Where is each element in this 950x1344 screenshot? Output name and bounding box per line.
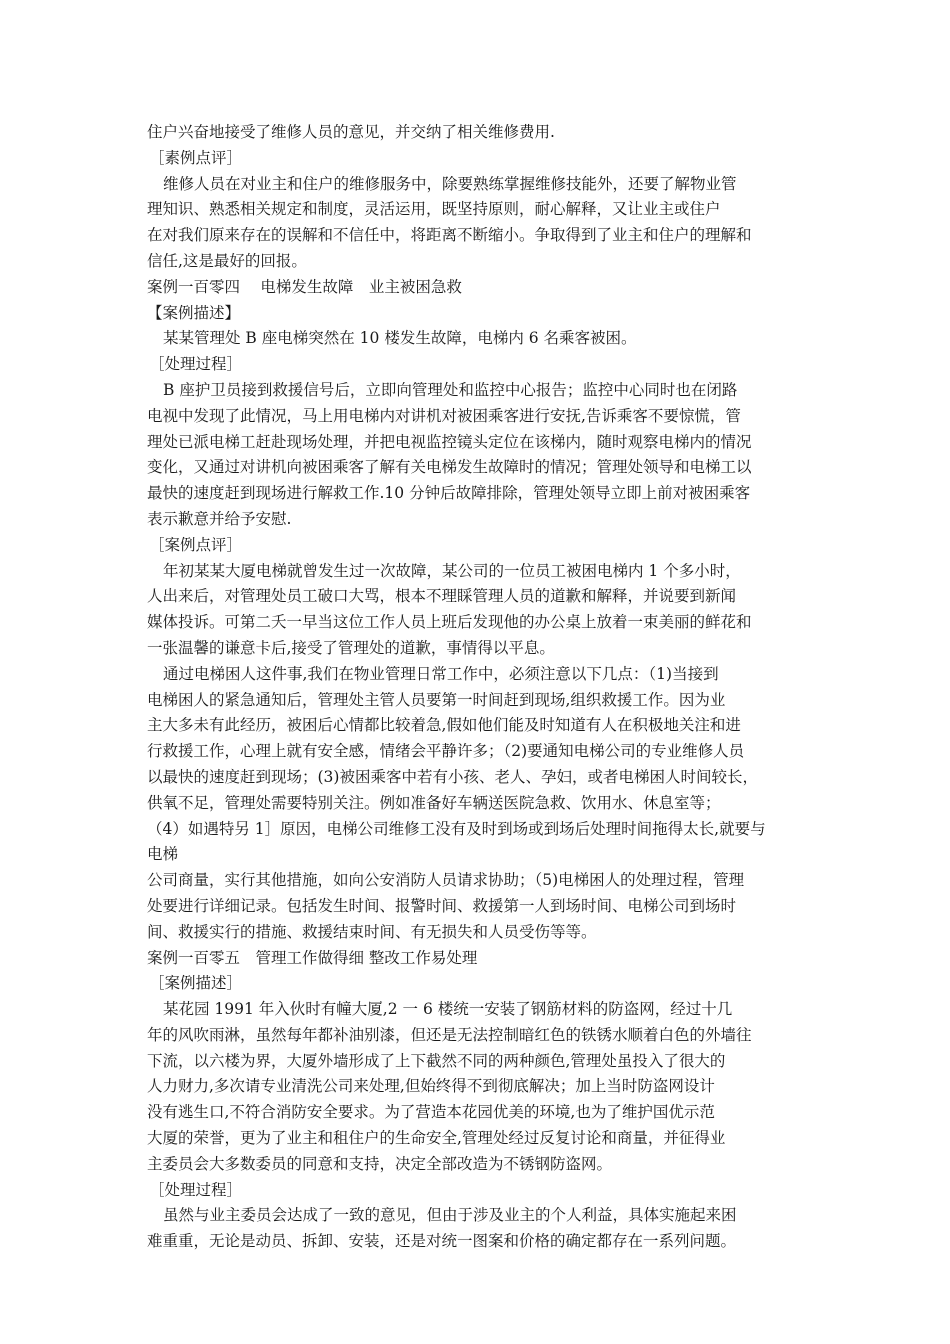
paragraph-line: 一张温馨的谦意卡后,接受了管理处的道歉，事情得以平息。 (147, 638, 555, 657)
document-page (147, 120, 815, 1255)
paragraph-line: 最快的速度赶到现场进行解救工作.10 分钟后故障排除，管理处领导立即上前对被困乘客 (147, 484, 751, 503)
paragraph-line: 电梯 (147, 845, 179, 864)
paragraph-line: 在对我们原来存在的误解和不信任中，将距离不断缩小。争取得到了业主和住户的理解和 (147, 226, 752, 245)
paragraph-line: 主大多未有此经历，被困后心情都比较着急,假如他们能及时知道有人在积极地关注和进 (147, 716, 741, 735)
paragraph-line: 某花园 1991 年入伙时有幢大厦,2 一 6 楼统一安装了钢筋材料的防盗网，经过十几 (163, 1000, 733, 1019)
paragraph-line: 公司商量，实行其他措施，如向公安消防人员请求协助；（5)电梯困人的处理过程，管理 (147, 871, 745, 890)
paragraph-line: 大厦的荣誉，更为了业主和租住户的生命安全,管理处经过反复讨论和商量，并征得业 (147, 1129, 726, 1148)
paragraph-line: （4）如遇特另 1］原因，电梯公司维修工没有及时到场或到场后处理时间拖得太长,就要与 (147, 819, 766, 838)
paragraph-line: 虽然与业主委员会达成了一致的意见，但由于涉及业主的个人利益，具体实施起来困 (163, 1206, 737, 1225)
section-heading: ［素例点评］ (149, 148, 243, 167)
paragraph-line: 处要进行详细记录。包括发生时间、报警时间、救援第一人到场时间、电梯公司到场时 (147, 896, 737, 915)
section-heading: ［处理过程］ (149, 1180, 243, 1199)
case-title: 案例一百零五 管理工作做得细 整改工作易处理 (147, 948, 478, 967)
paragraph-line: 变化，又通过对讲机向被困乘客了解有关电梯发生故障时的情况；管理处领导和电梯工以 (147, 458, 752, 477)
paragraph-line: 以最快的速度赶到现场；(3)被困乘客中若有小孩、老人、孕妇，或者电梯困人时间较长， (147, 767, 758, 786)
paragraph-line: 维修人员在对业主和住户的维修服务中，除要熟练掌握维修技能外，还要了解物业管 (163, 174, 737, 193)
paragraph-line: 下流，以六楼为界，大厦外墙形成了上下截然不同的两种颜色,管理处虽投入了很大的 (147, 1051, 726, 1070)
paragraph-line: 电梯困人的紧急通知后，管理处主管人员要第一时间赶到现场,组织救援工作。因为业 (147, 690, 726, 709)
section-heading: ［案例描述］ (149, 974, 243, 993)
paragraph-line: 人出来后，对管理处员工破口大骂，根本不理睬管理人员的道歉和解释，并说要到新闻 (147, 587, 737, 606)
paragraph-line: 信任,这是最好的回报。 (147, 251, 307, 270)
paragraph-line: 人力财力,多次请专业清洗公司来处理,但始终得不到彻底解决；加上当时防盗网设计 (147, 1077, 715, 1096)
paragraph-line: 年的风吹雨淋，虽然每年都补油别漆，但还是无法控制暗红色的铁锈水顺着白色的外墙往 (147, 1025, 752, 1044)
paragraph-line: 通过电梯困人这件事,我们在物业管理日常工作中，必须注意以下几点：（1)当接到 (163, 664, 719, 683)
paragraph-line: 媒体投诉。可第二夭一早当这位工作人员上班后发现他的办公桌上放着一束美丽的鲜花和 (147, 613, 752, 632)
paragraph-line: B 座护卫员接到救援信号后，立即向管理处和监控中心报告；监控中心同时也在闭路 (163, 380, 738, 399)
paragraph-line: 某某管理处 B 座电梯突然在 10 楼发生故障，电梯内 6 名乘客被困。 (163, 329, 637, 348)
section-heading: ［处理过程］ (149, 355, 243, 374)
paragraph-line: 难重重，无论是动员、拆卸、安装，还是对统一图案和价格的确定都存在一系列问题。 (147, 1232, 737, 1251)
paragraph-line: 行救援工作，心理上就有安全感，情绪会平静许多；（2)要通知电梯公司的专业维修人员 (147, 742, 745, 761)
paragraph-line: 没有逃生口,不符合消防安全要求。为了营造本花园优美的环境,也为了维护国优示范 (147, 1103, 715, 1122)
paragraph-line: 间、救援实行的措施、救援结束时间、有无损失和人员受伤等等。 (147, 922, 597, 941)
paragraph-line: 供氧不足，管理处需要特别关注。例如准备好车辆送医院急救、饮用水、休息室等； (147, 793, 721, 812)
paragraph-line: 年初某某大厦电梯就曾发生过一次故障，某公司的一位员工被困电梯内 1 个多小时， (163, 561, 741, 580)
paragraph-line: 表示歉意并给予安慰. (147, 509, 292, 528)
paragraph-line: 电视中发现了此情况，马上用电梯内对讲机对被困乘客进行安抚,告诉乘客不要惊慌，管 (147, 406, 741, 425)
section-heading: ［案例点评］ (149, 535, 243, 554)
paragraph-line: 理处已派电梯工赶赴现场处理，并把电视监控镜头定位在该梯内，随时观察电梯内的情况 (147, 432, 752, 451)
text-line: 住户兴奋地接受了维修人员的意见，并交纳了相关维修费用. (147, 123, 555, 141)
paragraph-line: 理知识、熟悉相关规定和制度，灵活运用，既坚持原则，耐心解释，又让业主或住户 (147, 200, 721, 219)
paragraph-line: 主委员会大多数委员的同意和支持，决定全部改造为不锈钢防盗网。 (147, 1154, 613, 1173)
section-heading: 【案例描述】 (147, 303, 241, 322)
case-title: 案例一百零四 电梯发生故障 业主被困急救 (147, 277, 462, 296)
